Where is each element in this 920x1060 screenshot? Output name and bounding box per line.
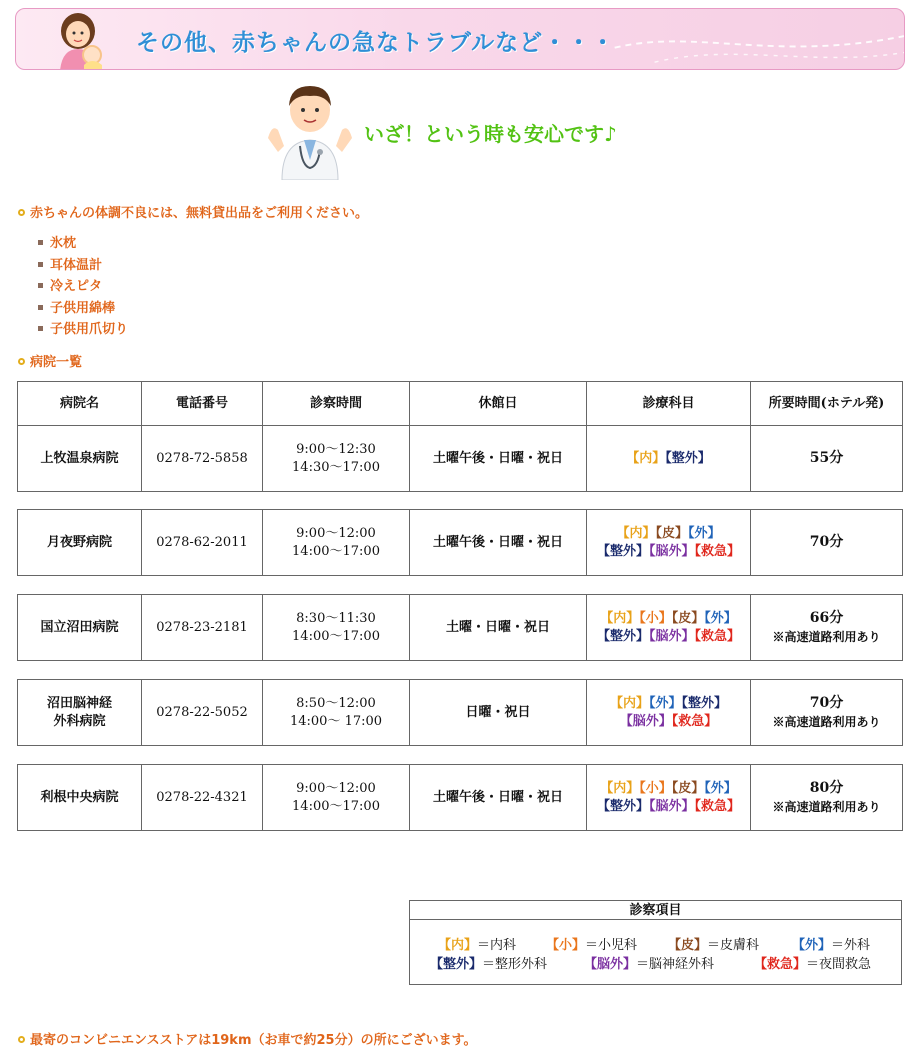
departments	[587, 765, 751, 831]
hospital-row-table	[17, 764, 903, 831]
list-item	[38, 233, 128, 255]
legend-entry	[792, 934, 870, 953]
department-line	[626, 451, 711, 466]
consultation-hours	[263, 680, 410, 746]
footer-note-label: 最寄のコンビニエンスストアは19km（お車で約25分）の所にございます。	[30, 1033, 477, 1048]
list-item-label: 子供用爪切り	[50, 322, 129, 337]
header-phone: 電話番号	[142, 382, 263, 426]
legend-key: 【皮】	[668, 938, 708, 953]
department-line	[610, 696, 727, 711]
hospital-name-line: 利根中央病院	[40, 789, 119, 805]
hospital-name-line: 外科病院	[53, 713, 106, 729]
department-tag: 【救急】	[694, 628, 741, 644]
phone-number: 0278-62-2011	[142, 510, 263, 576]
header-closed: 休館日	[410, 382, 587, 426]
bullet-dot-icon	[18, 358, 25, 365]
hospital-heading-label: 病院一覧	[30, 355, 83, 370]
departments	[587, 680, 751, 746]
travel-time: 70分	[809, 694, 844, 711]
square-bullet-icon	[38, 262, 43, 267]
department-tag: 【内】	[616, 525, 656, 541]
footer-note	[18, 1029, 477, 1048]
hospital-row-table	[17, 679, 903, 746]
header-departments: 診療科目	[587, 382, 751, 426]
travel-note: ※高速道路利用あり	[772, 799, 881, 814]
travel-time: 80分	[809, 779, 844, 796]
legend-key: 【救急】	[754, 957, 807, 972]
hospital-name-line: 上牧温泉病院	[40, 450, 119, 466]
department-tag: 【整外】	[681, 695, 728, 711]
square-bullet-icon	[38, 305, 43, 310]
section-banner	[15, 8, 905, 70]
legend-value: ＝外科	[831, 938, 871, 953]
table-row	[18, 595, 903, 661]
hospital-heading	[18, 351, 82, 370]
hospital-name-line: 沼田脳神経	[46, 695, 112, 711]
hospital-row-table	[17, 425, 903, 492]
banner-title: その他、赤ちゃんの急なトラブルなど・・・	[136, 30, 616, 56]
travel-time-cell	[751, 426, 903, 492]
departments	[587, 595, 751, 661]
departments	[587, 510, 751, 576]
travel-time-cell	[751, 765, 903, 831]
list-item-label: 冷えピタ	[50, 279, 103, 294]
travel-note: ※高速道路利用あり	[772, 629, 881, 644]
rental-items-list	[38, 233, 128, 341]
legend-key: 【小】	[546, 938, 586, 953]
hospital-name-line: 国立沼田病院	[40, 619, 119, 635]
table-row	[18, 426, 903, 492]
closed-days: 土曜・日曜・祝日	[410, 595, 587, 661]
square-bullet-icon	[38, 240, 43, 245]
department-line	[597, 544, 740, 559]
closed-days: 土曜午後・日曜・祝日	[410, 426, 587, 492]
list-item-label: 氷枕	[50, 236, 77, 251]
department-tag: 【脳外】	[619, 713, 672, 729]
header-hours: 診察時間	[263, 382, 410, 426]
hospital-name	[18, 510, 142, 576]
hospital-row-table	[17, 509, 903, 576]
square-bullet-icon	[38, 283, 43, 288]
legend-value: ＝夜間救急	[806, 957, 872, 972]
bullet-dot-icon	[18, 209, 25, 216]
department-line	[597, 799, 740, 814]
hours-line: 14:00〜17:00	[292, 628, 380, 644]
department-tag: 【皮】	[655, 525, 688, 541]
department-tag: 【脳外】	[648, 543, 695, 559]
legend-value: ＝小児科	[585, 938, 638, 953]
square-bullet-icon	[38, 326, 43, 331]
consultation-hours	[263, 510, 410, 576]
department-tag: 【内】	[600, 780, 640, 796]
phone-number: 0278-23-2181	[142, 595, 263, 661]
department-line	[597, 629, 740, 644]
hospital-name	[18, 426, 142, 492]
legend-title: 診察項目	[410, 901, 901, 920]
legend-value: ＝皮膚科	[707, 938, 760, 953]
legend-value: ＝脳神経外科	[636, 957, 715, 972]
department-tag: 【皮】	[671, 780, 705, 796]
hours-line: 8:50〜12:00	[296, 695, 376, 711]
travel-time-cell	[751, 510, 903, 576]
doctor-message: いざ！という時も安心です♪	[364, 122, 617, 146]
department-tag: 【整外】	[596, 798, 649, 814]
hours-line: 9:00〜12:30	[296, 441, 376, 457]
legend-value: ＝内科	[477, 938, 517, 953]
department-line	[616, 526, 720, 541]
intro-text	[18, 202, 368, 221]
department-tag: 【皮】	[671, 610, 705, 626]
consultation-hours	[263, 765, 410, 831]
department-tag: 【内】	[626, 450, 666, 466]
department-tag: 【外】	[704, 780, 737, 796]
department-legend	[409, 900, 902, 985]
department-line	[600, 781, 737, 796]
legend-entry	[584, 953, 714, 972]
department-tag: 【内】	[600, 610, 640, 626]
departments	[587, 426, 751, 492]
department-line	[620, 714, 718, 729]
department-tag: 【整外】	[596, 543, 649, 559]
closed-days: 土曜午後・日曜・祝日	[410, 510, 587, 576]
closed-days: 日曜・祝日	[410, 680, 587, 746]
consultation-hours	[263, 595, 410, 661]
doctor-illustration-icon	[264, 80, 356, 180]
table-row	[18, 765, 903, 831]
travel-time-cell	[751, 595, 903, 661]
list-item	[38, 298, 128, 320]
hours-line: 9:00〜12:00	[296, 525, 376, 541]
hours-line: 14:00〜 17:00	[289, 713, 383, 729]
hours-line: 14:00〜17:00	[292, 543, 380, 559]
bullet-dot-icon	[18, 1036, 25, 1043]
hospital-table-header	[17, 381, 903, 426]
header-travel-time: 所要時間(ホテル発)	[751, 382, 903, 426]
legend-key: 【整外】	[430, 957, 483, 972]
legend-key: 【内】	[438, 938, 478, 953]
department-tag: 【救急】	[671, 713, 718, 729]
travel-time: 66分	[809, 609, 844, 626]
hours-line: 9:00〜12:00	[296, 780, 376, 796]
legend-entry	[754, 953, 871, 972]
hospital-name-line: 月夜野病院	[46, 534, 112, 550]
department-tag: 【脳外】	[648, 798, 695, 814]
department-tag: 【小】	[639, 780, 672, 796]
phone-number: 0278-22-5052	[142, 680, 263, 746]
legend-value: ＝整形外科	[482, 957, 548, 972]
hospital-name	[18, 680, 142, 746]
department-tag: 【内】	[609, 695, 649, 711]
travel-time-cell	[751, 680, 903, 746]
table-row	[18, 680, 903, 746]
hospital-name	[18, 765, 142, 831]
legend-entry	[430, 953, 547, 972]
department-tag: 【救急】	[694, 543, 741, 559]
department-tag: 【整外】	[665, 450, 711, 466]
table-header-row	[18, 382, 903, 426]
closed-days: 土曜午後・日曜・祝日	[410, 765, 587, 831]
travel-time: 55分	[809, 450, 844, 466]
hours-line: 14:00〜17:00	[292, 798, 380, 814]
department-tag: 【外】	[648, 695, 682, 711]
travel-note: ※高速道路利用あり	[772, 714, 881, 729]
consultation-hours	[263, 426, 410, 492]
legend-entry	[668, 934, 759, 953]
header-name: 病院名	[18, 382, 142, 426]
phone-number: 0278-72-5858	[142, 426, 263, 492]
legend-entry	[438, 934, 516, 953]
travel-time: 70分	[809, 534, 844, 550]
department-tag: 【救急】	[694, 798, 741, 814]
list-item	[38, 276, 128, 298]
intro-text-label: 赤ちゃんの体調不良には、無料貸出品をご利用ください。	[30, 206, 369, 221]
list-item	[38, 319, 128, 341]
hours-line: 8:30〜11:30	[296, 610, 376, 626]
mother-baby-illustration-icon	[52, 9, 112, 70]
hours-line: 14:30〜17:00	[292, 459, 380, 475]
legend-key: 【脳外】	[584, 957, 637, 972]
department-tag: 【小】	[639, 610, 672, 626]
list-item	[38, 255, 128, 277]
legend-entry	[546, 934, 637, 953]
legend-key: 【外】	[792, 938, 832, 953]
hospital-row-table	[17, 594, 903, 661]
phone-number: 0278-22-4321	[142, 765, 263, 831]
department-tag: 【整外】	[596, 628, 649, 644]
list-item-label: 耳体温計	[50, 257, 103, 273]
list-item-label: 子供用綿棒	[50, 300, 116, 316]
department-tag: 【脳外】	[648, 628, 695, 644]
department-tag: 【外】	[688, 525, 721, 541]
department-tag: 【外】	[704, 610, 737, 626]
department-line	[600, 611, 737, 626]
hospital-name	[18, 595, 142, 661]
table-row	[18, 510, 903, 576]
